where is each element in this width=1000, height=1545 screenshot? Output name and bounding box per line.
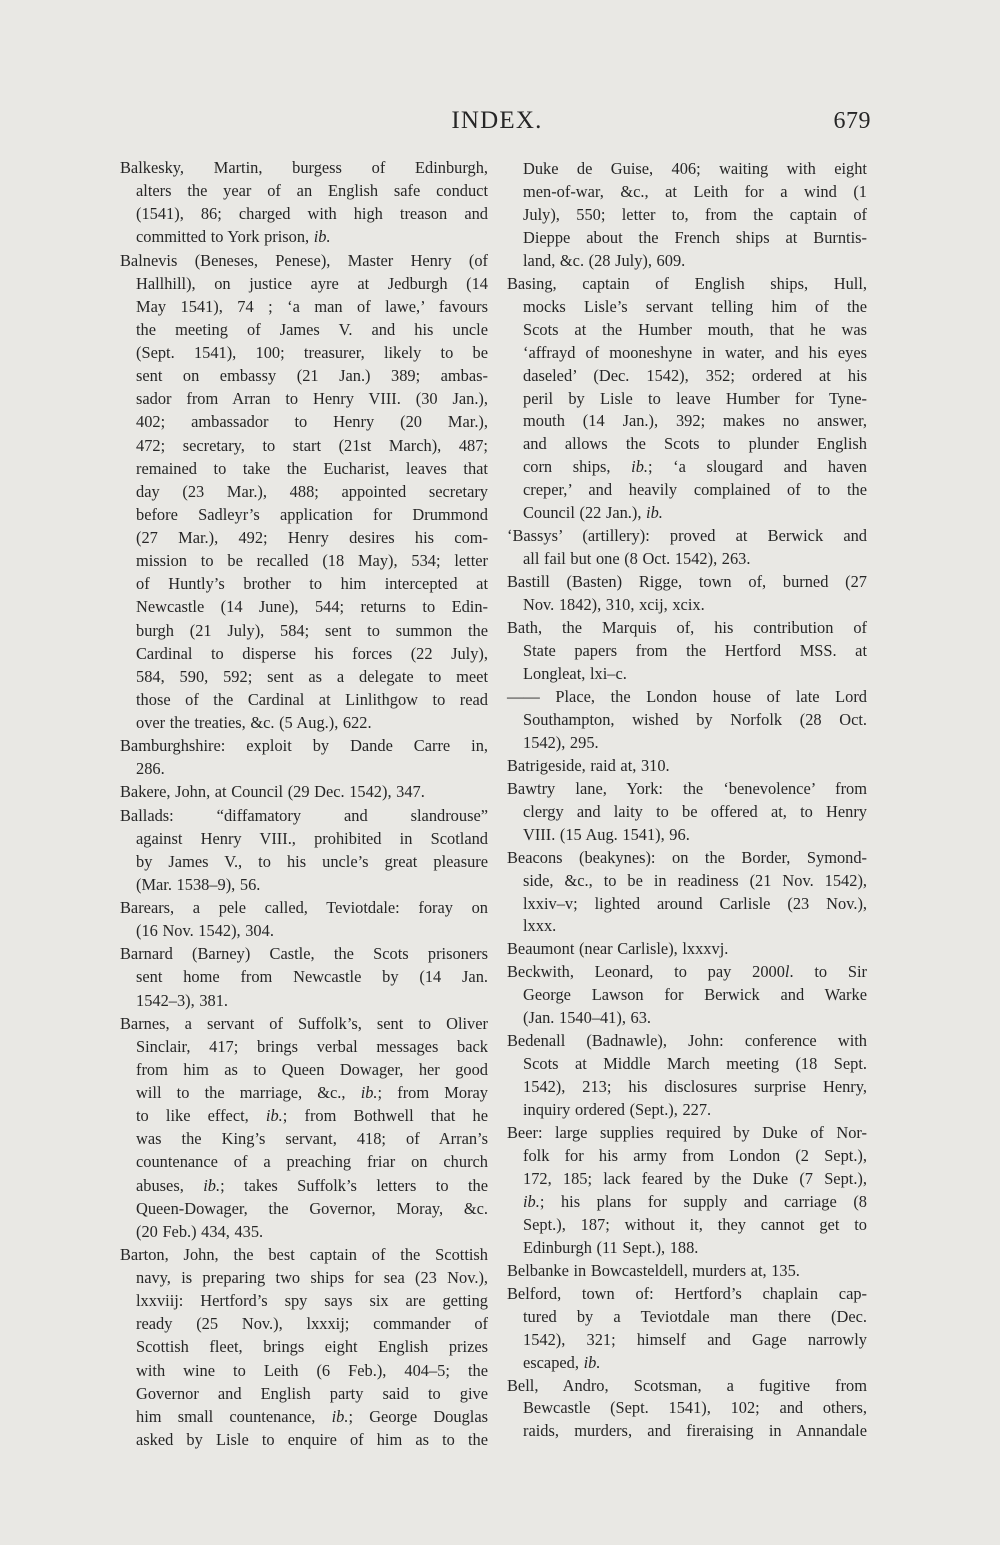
index-line: all fail but one (8 Oct. 1542), 263. <box>523 549 751 569</box>
index-line: Barton, John, the best captain of the Scottish <box>120 1244 488 1264</box>
index-line: remained to take the Eucharist, leaves that <box>136 458 488 478</box>
index-line: Beer: large supplies required by Duke of Nor- <box>507 1123 867 1143</box>
index-line: 402; ambassador to Henry (20 Mar.), <box>136 412 488 432</box>
index-line: abuses, ib.; takes Suffolk’s letters to the <box>136 1175 488 1195</box>
index-line: ready (25 Nov.), lxxxij; commander of <box>136 1314 488 1334</box>
index-line: George Lawson for Berwick and Warke <box>523 985 867 1005</box>
index-line: Beacons (beakynes): on the Border, Symond- <box>507 847 867 867</box>
index-line: Balkesky, Martin, burgess of Edinburgh, <box>120 158 488 177</box>
index-entry <box>507 617 867 686</box>
page-number: 679 <box>833 108 871 134</box>
index-line: (Mar. 1538–9), 56. <box>136 874 261 894</box>
index-line: (16 Nov. 1542), 304. <box>136 921 274 941</box>
index-line: by James V., to his uncle’s great pleasure <box>136 851 488 871</box>
index-entry <box>507 158 867 273</box>
index-line: Scots at the Humber mouth, that he was <box>523 319 867 339</box>
index-line: burgh (21 July), 584; sent to summon the <box>136 620 488 640</box>
index-line: Beaumont (near Carlisle), lxxxvj. <box>507 939 729 959</box>
index-line: Sept.), 187; without it, they cannot get to <box>523 1214 867 1234</box>
index-line: side, &c., to be in readiness (21 Nov. 1542), <box>523 870 867 890</box>
index-line: peril by Lisle to leave Humber for Tyne- <box>523 388 867 408</box>
index-line: Council (22 Jan.), ib. <box>523 503 663 523</box>
index-entry <box>507 1122 867 1260</box>
index-entry <box>120 1012 488 1243</box>
index-line: 1542–3), 381. <box>136 990 229 1010</box>
index-line: (27 Mar.), 492; Henry desires his com- <box>136 528 488 547</box>
index-entry <box>507 1375 867 1444</box>
index-entry <box>507 961 867 1030</box>
index-line: raids, murders, and fireraising in Annandale <box>523 1421 867 1441</box>
index-line: 172, 185; lack feared by the Duke (7 Sept.), <box>523 1168 867 1188</box>
index-line: lxxviij: Hertford’s spy says six are getting <box>136 1291 488 1311</box>
index-entry <box>120 942 488 1011</box>
index-line: navy, is preparing two ships for sea (23 Nov.), <box>136 1268 488 1287</box>
index-line: men-of-war, &c., at Leith for a wind (1 <box>523 181 867 201</box>
index-line: of Huntly’s brother to him intercepted at <box>136 574 488 594</box>
index-line: corn ships, ib.; ‘a slougard and haven <box>523 457 867 477</box>
index-line: mission to be recalled (18 May), 534; letter <box>136 551 488 571</box>
index-line: State papers from the Hertford MSS. at <box>523 641 867 661</box>
index-line: Bath, the Marquis of, his contribution of <box>507 618 867 638</box>
index-column-right <box>507 158 867 1443</box>
index-line: Nov. 1842), 310, xcij, xcix. <box>523 595 705 615</box>
index-entry <box>507 1283 867 1375</box>
index-line: against Henry VIII., prohibited in Scotland <box>136 828 488 848</box>
index-entry <box>507 938 867 961</box>
index-line: 1542), 321; himself and Gage narrowly <box>523 1329 867 1349</box>
index-line: countenance of a preaching friar on church <box>136 1152 488 1172</box>
index-line: will to the marriage, &c., ib.; from Moray <box>136 1083 488 1102</box>
index-line: inquiry ordered (Sept.), 227. <box>523 1100 712 1120</box>
index-line: Sinclair, 417; brings verbal messages back <box>136 1036 488 1056</box>
index-line: Bakere, John, at Council (29 Dec. 1542), 347. <box>120 782 425 802</box>
index-entry <box>120 780 488 803</box>
index-line: was the King’s servant, 418; of Arran’s <box>136 1129 488 1149</box>
index-line: asked by Lisle to enquire of him as to the <box>136 1429 488 1449</box>
index-entry <box>120 1243 488 1451</box>
index-line: mocks Lisle’s servant telling him of the <box>523 296 867 316</box>
index-line: Hallhill), on justice ayre at Jedburgh (14 <box>136 273 488 293</box>
running-title: INDEX. <box>451 107 543 134</box>
index-line: Balnevis (Beneses, Penese), Master Henry (of <box>120 250 488 270</box>
index-line: Duke de Guise, 406; waiting with eight <box>523 159 867 178</box>
index-line: sador from Arran to Henry VIII. (30 Jan.), <box>136 389 488 409</box>
index-entry <box>507 755 867 778</box>
index-line: lxxiv–v; lighted around Carlisle (23 Nov.), <box>523 893 867 913</box>
index-line: folk for his army from London (2 Sept.), <box>523 1145 867 1165</box>
index-line: clergy and laity to be offered at, to Henry <box>523 801 867 821</box>
index-line: from him as to Queen Dowager, her good <box>136 1059 488 1079</box>
index-line: Bedenall (Badnawle), John: conference with <box>507 1031 867 1051</box>
index-line: Belbanke in Bowcasteldell, murders at, 135. <box>507 1260 800 1280</box>
running-head <box>0 104 1000 138</box>
index-line: sent on embassy (21 Jan.) 389; ambas- <box>136 366 488 386</box>
index-line: Edinburgh (11 Sept.), 188. <box>523 1237 699 1257</box>
index-line: Barnes, a servant of Suffolk’s, sent to Oliver <box>120 1013 488 1033</box>
index-entry <box>507 847 867 939</box>
index-entry <box>120 156 488 249</box>
index-line: over the treaties, &c. (5 Aug.), 622. <box>136 713 372 732</box>
index-entry <box>120 804 488 897</box>
index-entry <box>120 249 488 735</box>
index-line: May 1541), 74 ; ‘a man of lawe,’ favours <box>136 296 488 316</box>
index-line: Queen-Dowager, the Governor, Moray, &c. <box>136 1198 488 1218</box>
index-line: Belford, town of: Hertford’s chaplain cap- <box>507 1283 867 1303</box>
index-line: and allows the Scots to plunder English <box>523 434 867 454</box>
index-line: lxxx. <box>523 916 557 936</box>
index-line: mouth (14 Jan.), 392; makes no answer, <box>523 411 867 431</box>
index-line: (Jan. 1540–41), 63. <box>523 1008 652 1028</box>
index-line: Dieppe about the French ships at Burntis- <box>523 227 867 247</box>
index-line: Bastill (Basten) Rigge, town of, burned (27 <box>507 572 867 592</box>
index-line: 1542), 295. <box>523 732 599 752</box>
index-line: Bawtry lane, York: the ‘benevolence’ from <box>507 778 867 798</box>
index-entry <box>507 273 867 525</box>
index-entry <box>507 1260 867 1283</box>
index-line: with wine to Leith (6 Feb.), 404–5; the <box>136 1360 488 1380</box>
index-line: ‘affrayd of mooneshyne in water, and his eyes <box>523 342 867 362</box>
index-line: Governor and English party said to give <box>136 1383 488 1403</box>
index-line: alters the year of an English safe conduct <box>136 181 488 201</box>
index-line: July), 550; letter to, from the captain of <box>523 204 867 224</box>
index-line: (20 Feb.) 434, 435. <box>136 1221 264 1241</box>
index-line: Barnard (Barney) Castle, the Scots prisoners <box>120 944 488 964</box>
index-line: him small countenance, ib.; George Douglas <box>136 1406 488 1426</box>
index-line: day (23 Mar.), 488; appointed secretary <box>136 481 488 501</box>
index-line: 472; secretary, to start (21st March), 487; <box>136 435 488 455</box>
index-line: those of the Cardinal at Linlithgow to read <box>136 689 488 709</box>
index-entry <box>120 734 488 780</box>
index-line: creper,’ and heavily complained of to the <box>523 480 867 500</box>
index-line: Bell, Andro, Scotsman, a fugitive from <box>507 1375 867 1395</box>
index-line: daseled’ (Dec. 1542), 352; ordered at his <box>523 365 867 385</box>
index-line: Barears, a pele called, Teviotdale: foray on <box>120 898 488 917</box>
index-line: VIII. (15 Aug. 1541), 96. <box>523 824 690 844</box>
index-entry <box>507 778 867 847</box>
index-line: Cardinal to disperse his forces (22 July), <box>136 643 488 663</box>
index-line: Basing, captain of English ships, Hull, <box>507 273 867 293</box>
index-entry <box>507 571 867 617</box>
index-line: Scots at Middle March meeting (18 Sept. <box>523 1054 867 1074</box>
index-line: sent home from Newcastle by (14 Jan. <box>136 967 488 987</box>
index-line: escaped, ib. <box>523 1352 601 1372</box>
index-line: ‘Bassys’ (artillery): proved at Berwick and <box>507 526 867 546</box>
index-entry <box>507 686 867 755</box>
index-line: to like effect, ib.; from Bothwell that he <box>136 1106 488 1126</box>
index-line: (Sept. 1541), 100; treasurer, likely to be <box>136 343 488 362</box>
index-line: 584, 590, 592; sent as a delegate to meet <box>136 666 488 686</box>
index-line: Southampton, wished by Norfolk (28 Oct. <box>523 709 867 729</box>
index-line: Scottish fleet, brings eight English prizes <box>136 1337 488 1357</box>
index-line: land, &c. (28 July), 609. <box>523 250 686 270</box>
index-line: Batrigeside, raid at, 310. <box>507 755 670 775</box>
index-line: Beckwith, Leonard, to pay 2000l. to Sir <box>507 962 867 982</box>
index-entry <box>120 896 488 942</box>
index-line: 286. <box>136 759 165 779</box>
index-line: Ballads: “diffamatory and slandrouse” <box>120 805 488 825</box>
index-line: —— Place, the London house of late Lord <box>507 686 867 706</box>
index-entry <box>507 525 867 571</box>
index-line: committed to York prison, ib. <box>136 227 331 247</box>
index-line: tured by a Teviotdale man there (Dec. <box>523 1306 867 1326</box>
index-line: ib.; his plans for supply and carriage (8 <box>523 1191 867 1211</box>
index-line: Newcastle (14 June), 544; returns to Edin- <box>136 597 488 617</box>
index-line: (1541), 86; charged with high treason and <box>136 204 488 224</box>
index-line: Longleat, lxi–c. <box>523 663 627 683</box>
index-line: Bewcastle (Sept. 1541), 102; and others, <box>523 1398 867 1418</box>
index-entry <box>507 1030 867 1122</box>
index-line: the meeting of James V. and his uncle <box>136 319 488 339</box>
index-line: 1542), 213; his disclosures surprise Henry, <box>523 1077 867 1097</box>
index-column-left <box>120 156 488 1451</box>
index-line: Bamburghshire: exploit by Dande Carre in, <box>120 736 488 756</box>
index-line: before Sadleyr’s application for Drummond <box>136 504 488 524</box>
